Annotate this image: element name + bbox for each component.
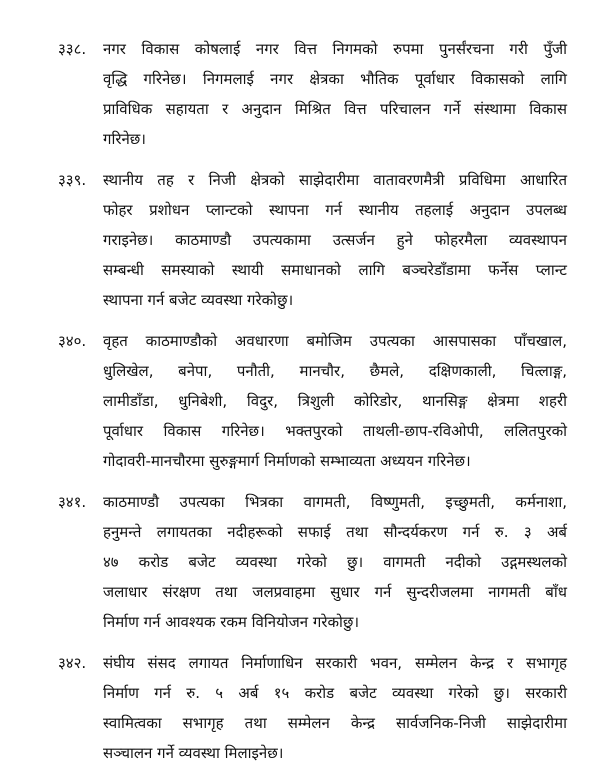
paragraph-line: हनुमन्ते लगायतका नदीहरूको सफाई तथा सौन्दर्यकरण गर्न रु. ३ अर्ब <box>103 523 567 541</box>
paragraph-line: सम्बन्धी समस्याको स्थायी समाधानको लागि बञ्चरेडाँडामा फर्नेस प्लान्ट <box>103 261 567 279</box>
paragraph-line: निर्माण गर्न रु. ५ अर्ब १५ करोड बजेट व्यवस्था गरेको छु। सरकारी <box>103 684 567 702</box>
paragraph-line: प्राविधिक सहायता र अनुदान मिश्रित वित्त परिचालन गर्ने संस्थामा विकास <box>103 100 567 118</box>
paragraph-number: ३४१. <box>58 493 87 511</box>
paragraph-number: ३३८. <box>58 40 87 58</box>
paragraph-line: ४७ करोड बजेट व्यवस्था गरेको छु। वागमती नदीको उद्गमस्थलको <box>103 553 567 571</box>
paragraph-number: ३४०. <box>58 332 87 350</box>
paragraph-line: लामीडाँडा, धुनिबेशी, विदुर, त्रिशुली कोरिडोर, थानसिङ्ग क्षेत्रमा शहरी <box>103 392 567 410</box>
paragraph-line: जलाधार संरक्षण तथा जलप्रवाहमा सुधार गर्न सुन्दरीजलमा नागमती बाँध <box>103 583 567 601</box>
paragraph-line: वृहत काठमाण्डौको अवधारणा बमोजिम उपत्यका आसपासका पाँचखाल, <box>103 332 567 350</box>
paragraph-line: स्थापना गर्न बजेट व्यवस्था गरेकोछु। <box>103 291 294 309</box>
paragraph-line: काठमाण्डौ उपत्यका भित्रका वागमती, विष्णुमती, इच्छुमती, कर्मनाशा, <box>103 493 567 511</box>
paragraph-line: स्थानीय तह र निजी क्षेत्रको साझेदारीमा वातावरणमैत्री प्रविधिमा आधारित <box>103 171 567 189</box>
paragraph-line: नगर विकास कोषलाई नगर वित्त निगमको रुपमा पुनर्संरचना गरी पुँजी <box>103 40 567 58</box>
paragraph-line: पूर्वाधार विकास गरिनेछ। भक्तपुरको ताथली-छाप-रविओपी, ललितपुरको <box>103 422 567 440</box>
paragraph-line: स्वामित्वका सभागृह तथा सम्मेलन केन्द्र सार्वजनिक-निजी साझेदारीमा <box>103 714 567 732</box>
paragraph-line: गोदावरी-मानचौरमा सुरुङ्गमार्ग निर्माणको सम्भाव्यता अध्ययन गरिनेछ। <box>103 452 471 470</box>
paragraph-line: गराइनेछ। काठमाण्डौ उपत्यकामा उत्सर्जन हुने फोहरमैला व्यवस्थापन <box>103 231 567 249</box>
paragraph-line: सञ्चालन गर्ने व्यवस्था मिलाइनेछ। <box>103 744 284 762</box>
paragraph-line: संघीय संसद लगायत निर्माणाधिन सरकारी भवन, सम्मेलन केन्द्र र सभागृह <box>103 654 567 672</box>
paragraph-number: ३४२. <box>58 654 87 672</box>
paragraph-line: धुलिखेल, बनेपा, पनौती, मानचौर, छैमले, दक्षिणकाली, चित्लाङ्ग, <box>103 362 567 380</box>
paragraph-line: वृद्धि गरिनेछ। निगमलाई नगर क्षेत्रका भौतिक पूर्वाधार विकासको लागि <box>103 70 567 88</box>
paragraph-number: ३३९. <box>58 171 87 189</box>
paragraph-line: फोहर प्रशोधन प्लान्टको स्थापना गर्न स्थानीय तहलाई अनुदान उपलब्ध <box>103 201 567 219</box>
paragraph-line: गरिनेछ। <box>103 130 146 148</box>
paragraph-line: निर्माण गर्न आवश्यक रकम विनियोजन गरेकोछु। <box>103 613 360 631</box>
